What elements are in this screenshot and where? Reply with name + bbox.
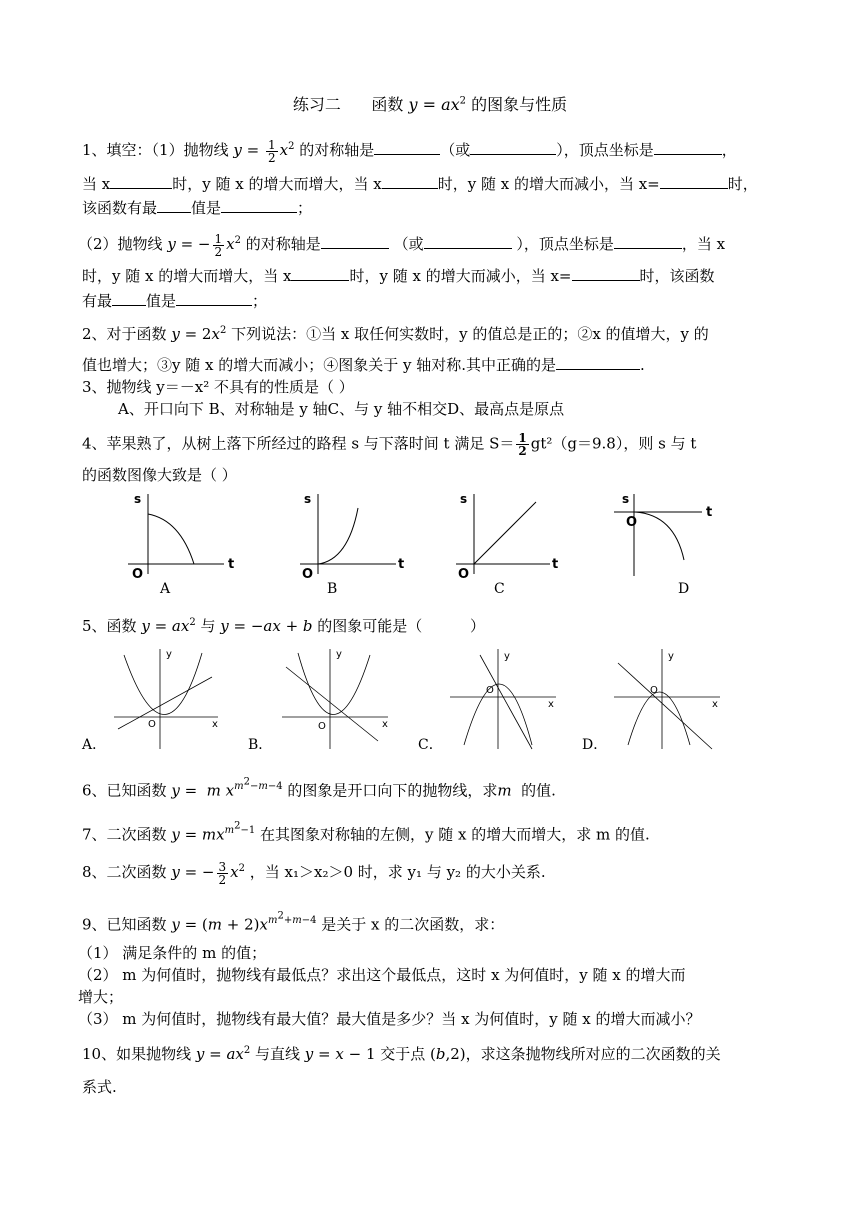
svg-text:x: x [548,699,554,710]
q4-line1: 4、苹果熟了，从树上落下所经过的路程 s 与下落时间 t 满足 S＝ $\frac{1}{2}$ gt²（g＝9.8），则 s 与 t [82,431,697,458]
q4-graph-d [610,490,730,582]
svg-text:x: x [382,719,388,730]
svg-text:O: O [626,515,638,530]
svg-text:t: t [398,557,405,572]
q4-label-c: C [494,581,505,597]
q4-label-a: A [160,581,171,597]
q5-graph-a [108,645,228,750]
svg-text:O: O [302,567,314,582]
svg-text:y: y [504,651,510,662]
q3-stem: 3、抛物线 y＝－x² 不具有的性质是（ ） [82,378,354,396]
svg-text:y: y [668,651,674,662]
svg-text:s: s [304,492,312,506]
page-title: 练习二 函数 $y = ax^2$ 的图象与性质 [292,95,568,114]
q4-line2: 的函数图像大致是（ ） [82,466,237,484]
svg-text:s: s [622,492,630,506]
q5-graph-b [278,645,398,750]
q5-graph-c [446,645,566,750]
svg-text:t: t [552,557,559,572]
q4-graph-c [450,490,570,582]
q4-label-b: B [327,581,338,597]
q9-item-3: （3） m 为何值时，抛物线有最大值？最大值是多少？当 x 为何值时，y 随 x 的增大而减小？ [78,1010,701,1028]
q9-item-2-cont: 增大； [78,988,124,1006]
q4-label-d: D [678,581,690,597]
q10-line2: 系式. [82,1078,117,1096]
svg-text:x: x [212,719,218,730]
svg-text:O: O [486,685,494,696]
q8: 8、二次函数 y = − $\frac{3}{2}$ $x^2$ ，当 x₁＞x₂＞0 时，求 y₁ 与 y₂ 的大小关系. [82,859,546,887]
q9-item-2: （2） m 为何值时，抛物线有最低点？求出这个最低点，这时 x 为何值时，y 随 x 的增大而 [78,966,686,984]
q4-graph-b [290,490,410,582]
q9-stem: 9、已知函数 $y = (m + 2)x^{m^2+m-4}$ 是关于 x 的二次函数，求： [82,911,505,934]
svg-text:y: y [336,649,342,660]
q1-line2: 当 x 时，y 随 x 的增大而增大，当 x 时，y 随 x 的增大而减小，当 x= 时， [82,175,758,193]
svg-text:s: s [460,492,468,506]
q2-line1: 2、对于函数 $y = 2x^2$ 下列说法：①当 x 取任何实数时，y 的值总是正的；②x 的值增大，y 的 [82,325,709,343]
q5-label-d: D． [582,737,608,753]
q7: 7、二次函数 $y = mx^{m^2-1}$ 在其图象对称轴的左侧，y 随 x 的增大而增大，求 m 的值. [82,821,650,844]
q5-label-b: B． [248,737,273,753]
svg-text:O: O [148,719,156,730]
q5-graph-d [610,645,730,750]
svg-text:O: O [318,721,326,732]
q3-options: A、开口向下 B、对称轴是 y 轴C、与 y 轴不相交D、最高点是原点 [118,400,565,418]
q5-stem: 5、函数 $y = ax^2$ 与 y = −ax + b 的图象可能是（ ） [82,617,485,635]
svg-text:O: O [458,567,470,582]
q5-label-c: C． [418,737,443,753]
q1-part2-line2: 时，y 随 x 的增大而增大，当 x 时，y 随 x 的增大而减小，当 x= 时，该函数 [82,267,715,285]
q10-line1: 10、如果抛物线 $y = ax^2$ 与直线 y = x − 1 交于点 (b,2)，求这条抛物线所对应的二次函数的关 [82,1045,721,1063]
svg-text:s: s [134,492,142,506]
q1-part2-line3: 有最 值是 ； [82,292,268,310]
svg-text:x: x [712,699,718,710]
q1-part2-line1: （2）抛物线 y = − $\frac{1}{2}$ $x^2$ 的对称轴是 （或 ），顶点坐标是 ，当 x [78,231,726,259]
svg-text:O: O [132,567,144,582]
q1-line1: 1、填空：（1）抛物线 y = $\frac{1}{2}$ $x^2$ 的对称轴是 （或 ），顶点坐标是 ， [82,137,737,165]
svg-text:t: t [228,557,235,572]
q6: 6、已知函数 y = m $x^{m^2-m-4}$ 的图象是开口向下的抛物线，求m 的值. [82,777,556,800]
svg-text:y: y [166,649,172,660]
q1-line3: 该函数有最 值是 ； [82,199,313,217]
q5-label-a: A． [82,737,107,753]
q2-line2: 值也增大；③y 随 x 的增大而减小；④图象关于 y 轴对称.其中正确的是 . [82,356,645,374]
svg-text:O: O [650,685,658,696]
svg-text:t: t [706,505,713,520]
q9-item-1: （1） 满足条件的 m 的值； [78,944,267,962]
q4-graph-a [120,490,240,582]
